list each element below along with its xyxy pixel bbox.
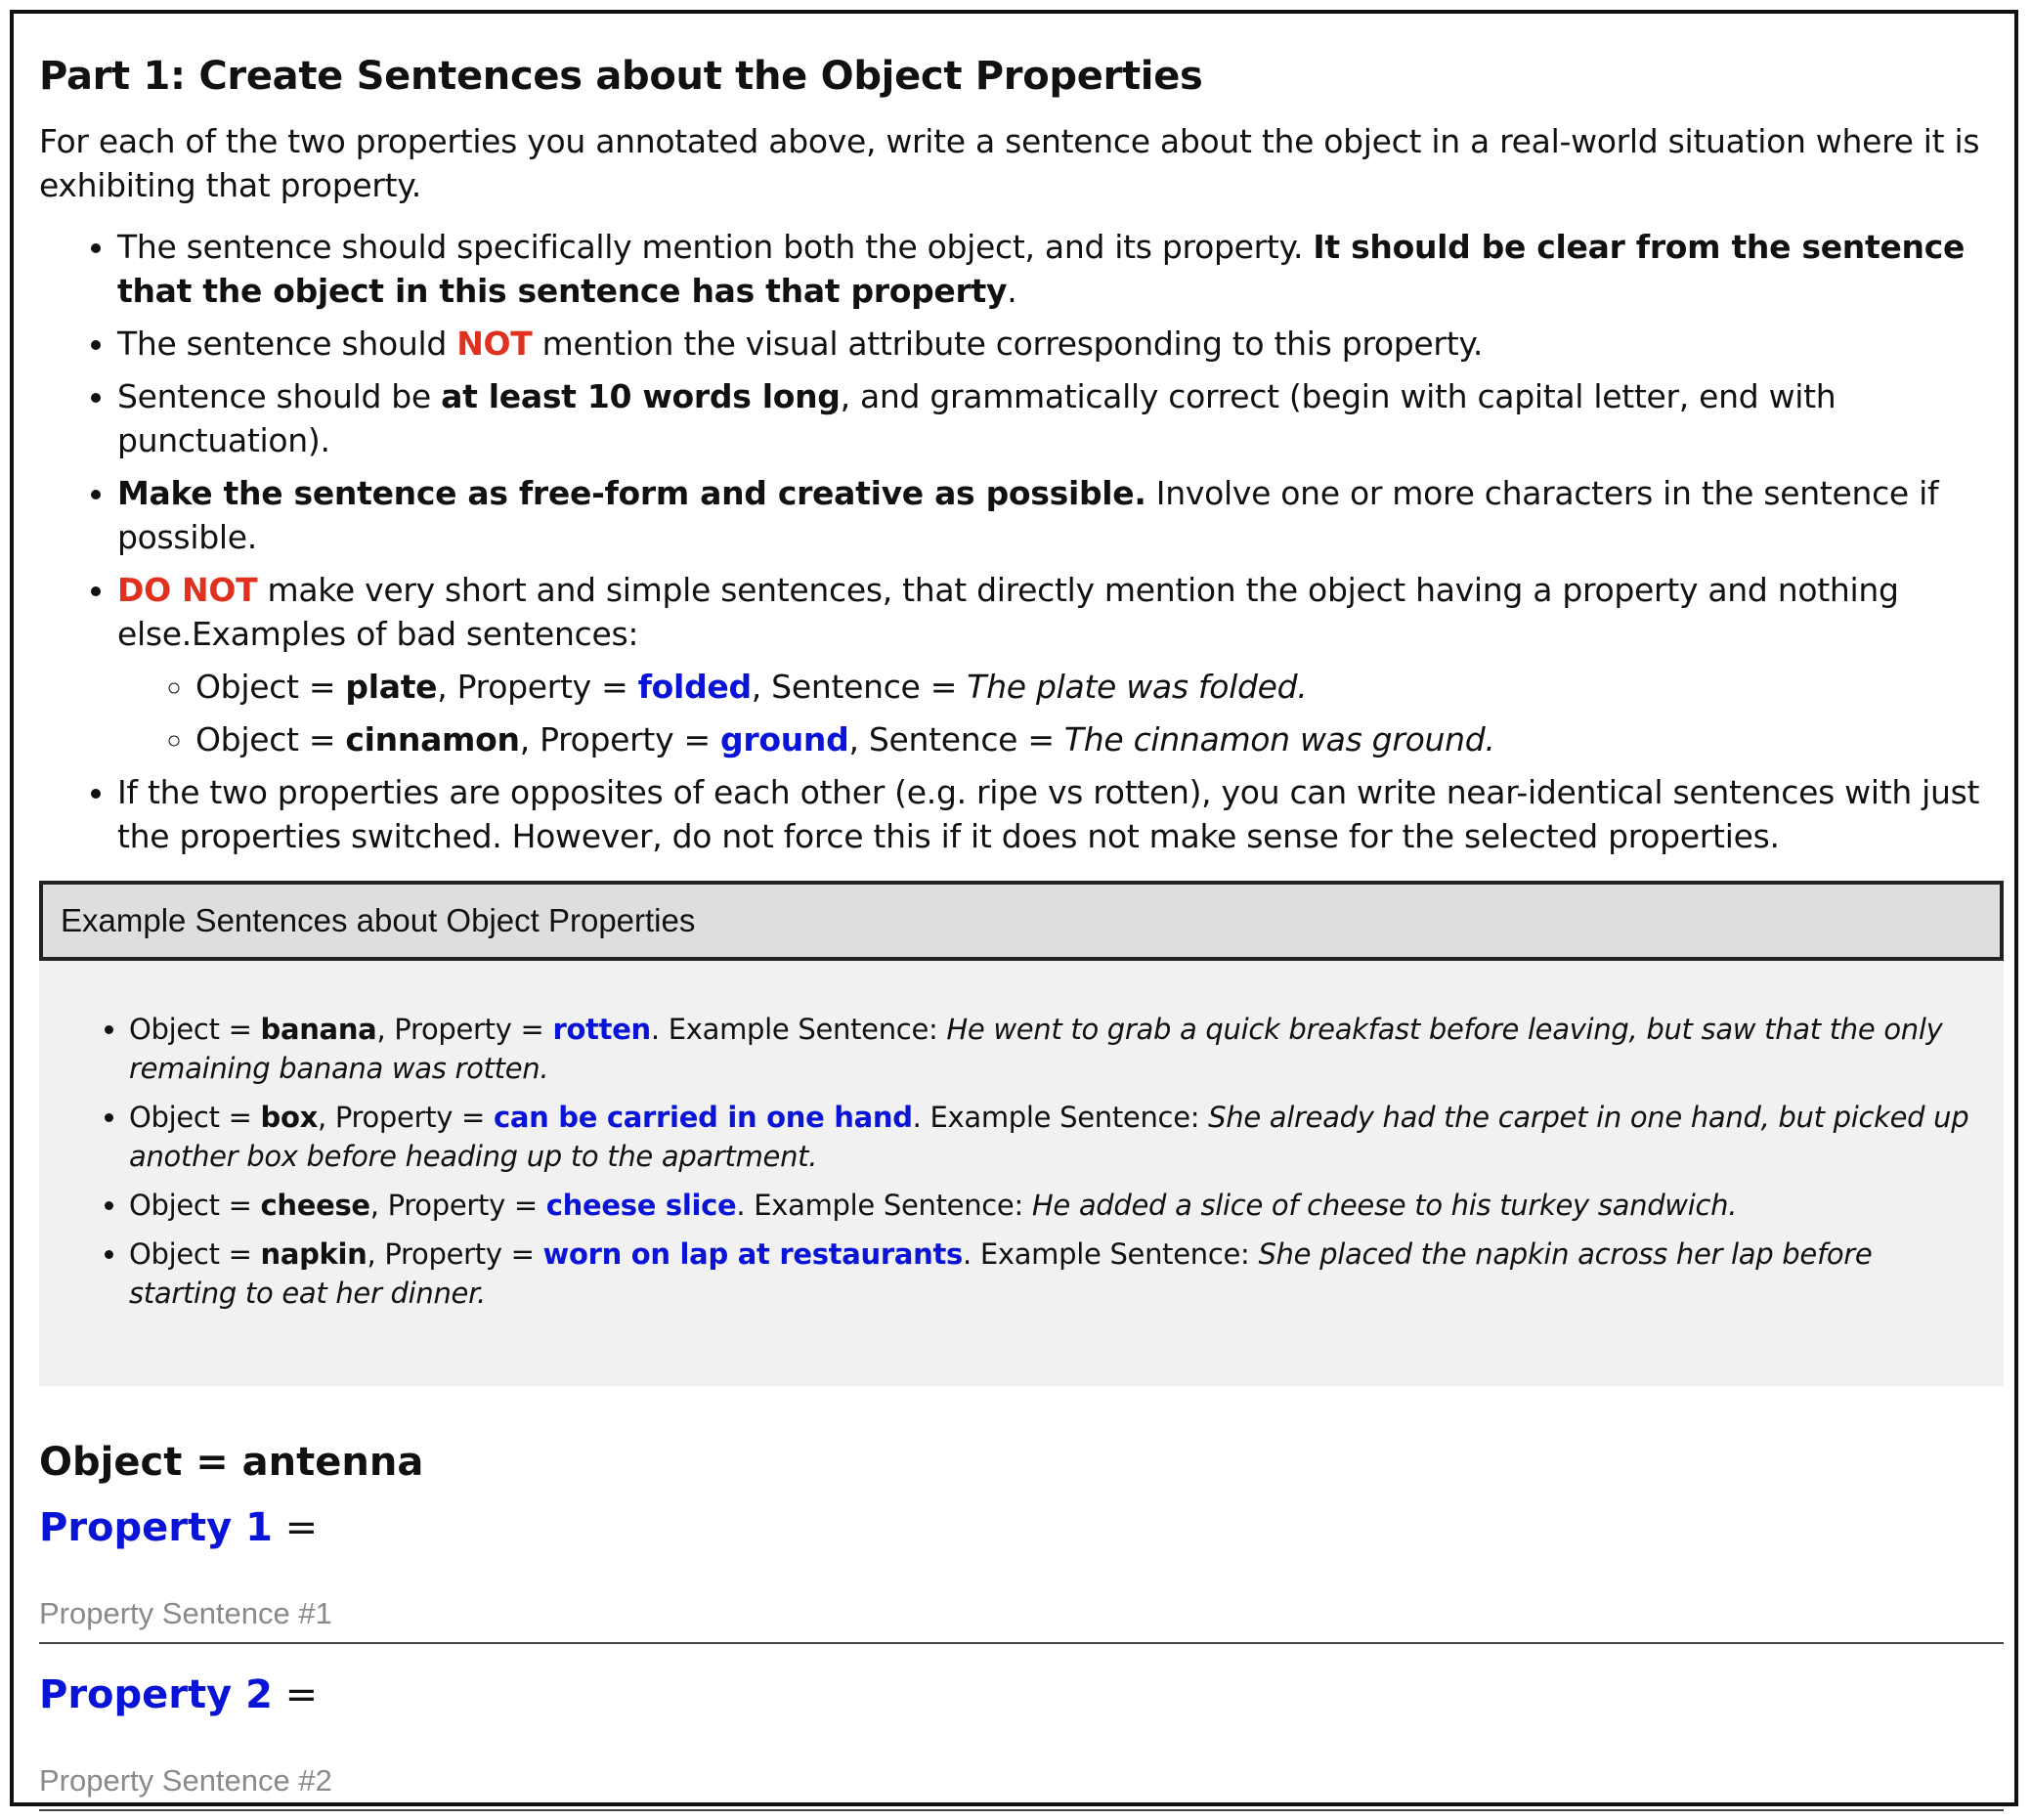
bad-examples-list	[117, 665, 2004, 761]
example-sentence: He went to grab a quick breakfast before leaving, but saw that the only remaining banana was rotten.	[129, 1013, 1943, 1085]
example-label: , Sentence =	[751, 668, 968, 706]
rule-text: The sentence should	[117, 325, 457, 363]
rule-text: mention the visual attribute corresponding to this property.	[532, 325, 1484, 363]
bad-example-item	[195, 665, 2004, 709]
rule-item	[117, 568, 2004, 761]
example-object: napkin	[260, 1237, 367, 1271]
example-item	[129, 1098, 1974, 1176]
example-sentence: He added a slice of cheese to his turkey sandwich.	[1031, 1189, 1738, 1222]
examples-header: Example Sentences about Object Properties	[39, 881, 2004, 961]
example-label: , Property =	[369, 1189, 546, 1222]
rule-text: .	[1007, 272, 1017, 310]
example-label: . Example Sentence:	[912, 1101, 1209, 1134]
example-item	[129, 1235, 1974, 1313]
example-object: banana	[260, 1013, 377, 1046]
property-2-label-row	[39, 1668, 318, 1722]
rule-item	[117, 374, 2004, 462]
example-label: Object =	[195, 668, 346, 706]
example-label: . Example Sentence:	[736, 1189, 1032, 1222]
example-property: ground	[720, 720, 849, 758]
rule-warning: DO NOT	[117, 571, 258, 609]
example-label: Object =	[129, 1101, 261, 1134]
example-property: can be carried in one hand	[493, 1101, 913, 1134]
equals-sign: =	[272, 1505, 319, 1550]
example-label: , Property =	[376, 1013, 553, 1046]
rule-text: make very short and simple sentences, that directly mention the object having a property and nothing else.Examples of bad sentences:	[117, 571, 1899, 653]
example-sentence: The plate was folded.	[967, 668, 1308, 706]
example-sentence: She placed the napkin across her lap before starting to eat her dinner.	[129, 1237, 1873, 1310]
property-2-label: Property 2	[39, 1672, 273, 1717]
task-content	[39, 49, 2004, 1717]
example-sentence: She already had the carpet in one hand, but picked up another box before heading up to the apartment.	[129, 1101, 1969, 1173]
task-frame	[10, 10, 2018, 1806]
rule-emphasis: It should be clear from the sentence that the object in this sentence has that property	[117, 228, 1966, 310]
page-title: Part 1: Create Sentences about the Object Properties	[39, 54, 1203, 99]
equals-sign: =	[272, 1672, 319, 1717]
rule-text: Sentence should be	[117, 377, 442, 415]
example-sentence: The cinnamon was ground.	[1063, 720, 1495, 758]
rules-list	[39, 225, 2004, 858]
example-property: cheese slice	[545, 1189, 737, 1222]
example-label: Object =	[195, 720, 346, 758]
example-object: plate	[345, 668, 438, 706]
example-label: Object =	[129, 1189, 261, 1222]
property-1-label-row	[39, 1500, 318, 1555]
examples-list	[39, 1010, 1974, 1313]
property-sentence-2-input[interactable]	[39, 1758, 2004, 1811]
example-item	[129, 1010, 1974, 1088]
property-sentence-1-input[interactable]	[39, 1591, 2004, 1644]
intro-text: For each of the two properties you annotated above, write a sentence about the object in a real-world situation where it is exhibiting that property.	[39, 122, 1980, 204]
rule-text: The sentence should specifically mention both the object, and its property.	[117, 228, 1314, 266]
example-label: . Example Sentence:	[650, 1013, 947, 1046]
example-label: , Sentence =	[848, 720, 1064, 758]
example-object: box	[260, 1101, 318, 1134]
example-property: rotten	[552, 1013, 651, 1046]
example-label: , Property =	[367, 1237, 543, 1271]
example-label: . Example Sentence:	[962, 1237, 1259, 1271]
rule-item: • If the two properties are opposites of each other (e.g. ripe vs rotten), you can write near-identical sentences with just the properties switched. However, do not force this if it does not make sense for the selected properties.	[117, 770, 2004, 858]
example-label: Object =	[129, 1237, 261, 1271]
example-label: , Property =	[519, 720, 721, 758]
rule-warning: NOT	[456, 325, 533, 363]
rule-item	[117, 471, 2004, 559]
bad-example-item	[195, 717, 2004, 761]
example-property: folded	[637, 668, 752, 706]
example-item	[129, 1186, 1974, 1225]
rule-item	[117, 225, 2004, 313]
property-1-label: Property 1	[39, 1505, 273, 1550]
rule-text: Involve one or more characters in the sentence if possible.	[117, 474, 1939, 556]
example-object: cheese	[260, 1189, 370, 1222]
example-property: worn on lap at restaurants	[542, 1237, 963, 1271]
rule-emphasis: at least 10 words long	[441, 377, 841, 415]
object-title: Object = antenna	[39, 1440, 424, 1485]
example-label: , Property =	[317, 1101, 494, 1134]
example-object: cinnamon	[345, 720, 520, 758]
rule-item	[117, 322, 2004, 366]
examples-panel	[39, 961, 2004, 1386]
rule-text: , and grammatically correct (begin with capital letter, end with punctuation).	[117, 377, 1837, 459]
example-label: , Property =	[437, 668, 638, 706]
example-label: Object =	[129, 1013, 261, 1046]
rule-emphasis: Make the sentence as free-form and creative as possible.	[117, 474, 1146, 512]
